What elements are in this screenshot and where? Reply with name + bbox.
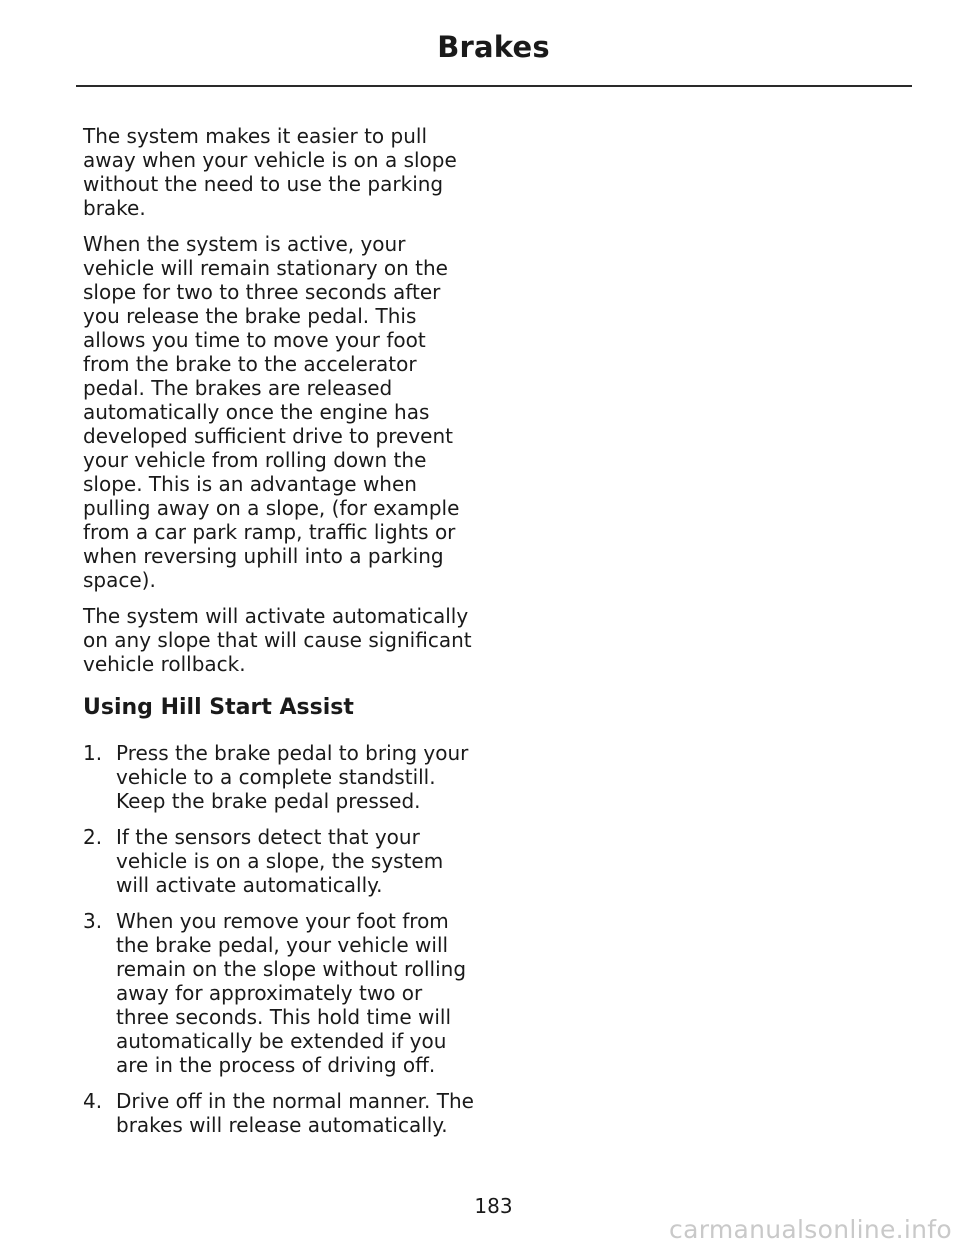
list-item: [83, 909, 478, 1077]
page-number: 183: [474, 1194, 513, 1218]
main-content: [83, 124, 478, 1149]
step-number: 3.: [83, 909, 103, 933]
step-text: Press the brake pedal to bring your vehicle to a complete standstill. Keep the brake pedal pressed.: [116, 741, 469, 813]
list-item: [83, 1089, 478, 1137]
header-divider: [76, 85, 912, 87]
steps-list: [83, 741, 478, 1137]
step-text: When you remove your foot from the brake pedal, your vehicle will remain on the slope without rolling away for approximately two or three seconds. This hold time will automatically be extended if you are in the process of driving off.: [116, 909, 467, 1077]
active-behavior-paragraph: When the system is active, your vehicle will remain stationary on the slope for two to three seconds after you release the brake pedal. This allows you time to move your foot from the brake to the accelerator pedal. The brakes are released automatically once the engine has developed sufficient drive to prevent your vehicle from rolling down the slope. This is an advantage when pulling away on a slope, (for example from a car park ramp, traffic lights or when reversing uphill into a parking space).: [83, 232, 460, 592]
step-number: 4.: [83, 1089, 103, 1113]
step-number: 1.: [83, 741, 103, 765]
section-heading: Using Hill Start Assist: [83, 695, 354, 720]
watermark: carmanualsonline.info: [669, 1215, 952, 1244]
step-number: 2.: [83, 825, 103, 849]
intro-paragraph: The system makes it easier to pull away when your vehicle is on a slope without the need to use the parking brake.: [83, 124, 457, 220]
step-text: If the sensors detect that your vehicle is on a slope, the system will activate automatically.: [116, 825, 444, 897]
step-text: Drive off in the normal manner. The brakes will release automatically.: [116, 1089, 474, 1137]
list-item: [83, 825, 478, 897]
activation-paragraph: The system will activate automatically on any slope that will cause significant vehicle rollback.: [83, 604, 472, 676]
page-title: Brakes: [437, 30, 550, 64]
list-item: [83, 741, 478, 813]
